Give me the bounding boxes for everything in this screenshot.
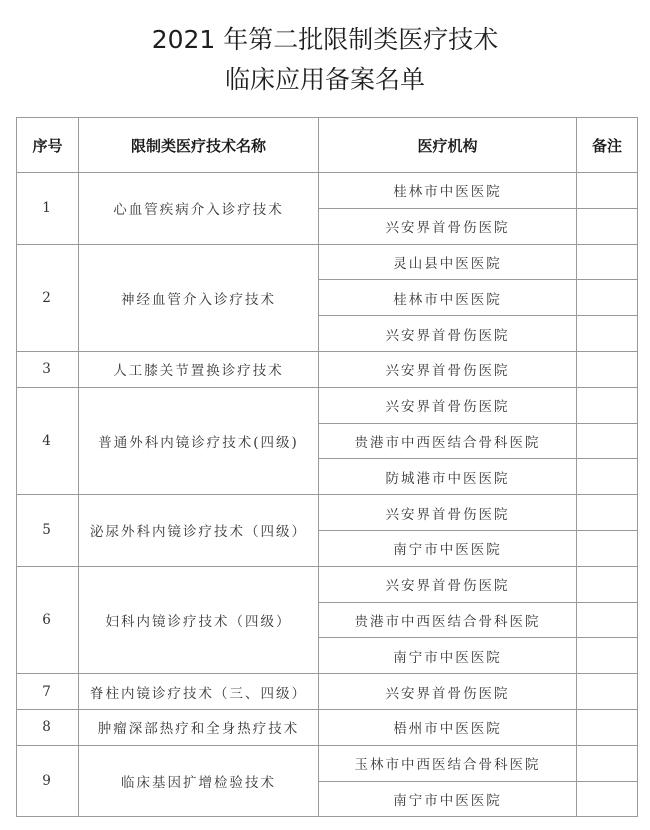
institution-name: 兴安界首骨伤医院	[319, 566, 577, 602]
row-index: 7	[17, 674, 79, 710]
institution-name: 南宁市中医医院	[319, 530, 577, 566]
title-line-1: 2021 年第二批限制类医疗技术	[151, 25, 499, 54]
document-title	[0, 20, 650, 100]
institution-name: 桂林市中医医院	[319, 173, 577, 209]
header-index: 序号	[17, 118, 79, 173]
institution-name: 兴安界首骨伤医院	[319, 674, 577, 710]
remarks-cell	[577, 459, 638, 495]
institution-name: 南宁市中医医院	[319, 781, 577, 817]
institution-name: 兴安界首骨伤医院	[319, 316, 577, 352]
institution-name: 兴安界首骨伤医院	[319, 495, 577, 531]
table-row	[17, 745, 638, 781]
table-row	[17, 566, 638, 602]
remarks-cell	[577, 674, 638, 710]
technology-name: 神经血管介入诊疗技术	[79, 244, 319, 351]
table-row	[17, 351, 638, 387]
institution-name: 兴安界首骨伤医院	[319, 208, 577, 244]
institution-name: 兴安界首骨伤医院	[319, 387, 577, 423]
remarks-cell	[577, 530, 638, 566]
institution-name: 梧州市中医医院	[319, 709, 577, 745]
row-index: 2	[17, 244, 79, 351]
technology-name: 心血管疾病介入诊疗技术	[79, 173, 319, 245]
header-technology: 限制类医疗技术名称	[79, 118, 319, 173]
row-index: 9	[17, 745, 79, 817]
remarks-cell	[577, 638, 638, 674]
technology-name: 妇科内镜诊疗技术（四级）	[79, 566, 319, 673]
table-row	[17, 387, 638, 423]
institution-name: 防城港市中医医院	[319, 459, 577, 495]
technology-name: 泌尿外科内镜诊疗技术（四级）	[79, 495, 319, 567]
remarks-cell	[577, 781, 638, 817]
technology-name: 人工膝关节置换诊疗技术	[79, 351, 319, 387]
remarks-cell	[577, 208, 638, 244]
institution-name: 贵港市中西医结合骨科医院	[319, 423, 577, 459]
institution-name: 桂林市中医医院	[319, 280, 577, 316]
row-index: 8	[17, 709, 79, 745]
institution-name: 兴安界首骨伤医院	[319, 351, 577, 387]
remarks-cell	[577, 602, 638, 638]
title-line-2: 临床应用备案名单	[224, 65, 425, 94]
header-remarks: 备注	[577, 118, 638, 173]
technology-name: 临床基因扩增检验技术	[79, 745, 319, 817]
institution-name: 灵山县中医医院	[319, 244, 577, 280]
filing-list-table	[16, 117, 638, 817]
remarks-cell	[577, 709, 638, 745]
header-institution: 医疗机构	[319, 118, 577, 173]
institution-name: 南宁市中医医院	[319, 638, 577, 674]
technology-name: 肿瘤深部热疗和全身热疗技术	[79, 709, 319, 745]
table-row	[17, 244, 638, 280]
remarks-cell	[577, 173, 638, 209]
remarks-cell	[577, 566, 638, 602]
row-index: 6	[17, 566, 79, 673]
remarks-cell	[577, 351, 638, 387]
row-index: 4	[17, 387, 79, 494]
institution-name: 玉林市中西医结合骨科医院	[319, 745, 577, 781]
row-index: 5	[17, 495, 79, 567]
remarks-cell	[577, 244, 638, 280]
remarks-cell	[577, 387, 638, 423]
row-index: 1	[17, 173, 79, 245]
institution-name: 贵港市中西医结合骨科医院	[319, 602, 577, 638]
table-row	[17, 709, 638, 745]
table-row	[17, 674, 638, 710]
table-row	[17, 495, 638, 531]
remarks-cell	[577, 745, 638, 781]
remarks-cell	[577, 495, 638, 531]
table-row	[17, 173, 638, 209]
row-index: 3	[17, 351, 79, 387]
remarks-cell	[577, 280, 638, 316]
remarks-cell	[577, 316, 638, 352]
remarks-cell	[577, 423, 638, 459]
technology-name: 普通外科内镜诊疗技术(四级)	[79, 387, 319, 494]
table-header-row	[17, 118, 638, 173]
technology-name: 脊柱内镜诊疗技术（三、四级）	[79, 674, 319, 710]
